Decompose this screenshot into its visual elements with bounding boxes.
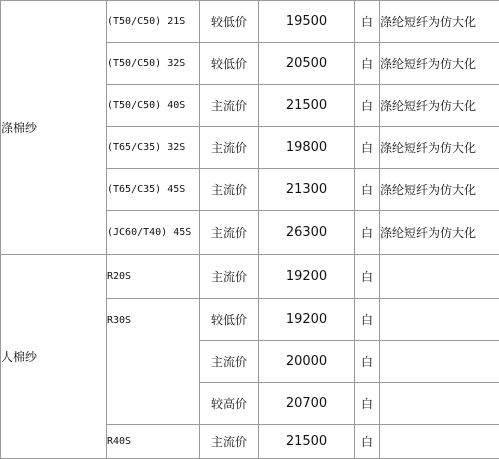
spec-cell: (T50/C50) 40S (107, 85, 200, 127)
category-cell: 人棉纱 (1, 255, 107, 459)
note-cell (380, 299, 499, 341)
color-cell: 白 (355, 299, 380, 341)
color-cell: 白 (355, 425, 380, 459)
price-level-cell: 较低价 (200, 299, 259, 341)
spec-cell: R30S (107, 299, 200, 425)
price-cell: 19500 (259, 1, 355, 43)
spec-cell: (T65/C35) 32S (107, 127, 200, 169)
color-cell: 白 (355, 85, 380, 127)
price-level-cell: 主流价 (200, 211, 259, 255)
note-cell (380, 383, 499, 425)
spec-cell: (JC60/T40) 45S (107, 211, 200, 255)
note-cell (380, 255, 499, 299)
price-cell: 20700 (259, 383, 355, 425)
table-row (1, 255, 499, 299)
price-cell: 20000 (259, 341, 355, 383)
note-cell: 涤纶短纤为仿大化 (380, 169, 499, 211)
price-level-cell: 主流价 (200, 425, 259, 459)
price-cell: 26300 (259, 211, 355, 255)
spec-cell: R20S (107, 255, 200, 299)
price-level-cell: 较低价 (200, 1, 259, 43)
table-row (1, 1, 499, 43)
color-cell: 白 (355, 211, 380, 255)
note-cell: 涤纶短纤为仿大化 (380, 85, 499, 127)
note-cell (380, 341, 499, 383)
price-cell: 19200 (259, 255, 355, 299)
spec-cell: (T50/C50) 21S (107, 1, 200, 43)
price-cell: 21500 (259, 425, 355, 459)
price-level-cell: 主流价 (200, 169, 259, 211)
category-cell: 涤棉纱 (1, 1, 107, 255)
price-level-cell: 主流价 (200, 127, 259, 169)
color-cell: 白 (355, 383, 380, 425)
price-level-cell: 主流价 (200, 85, 259, 127)
price-cell: 21500 (259, 85, 355, 127)
price-cell: 20500 (259, 43, 355, 85)
color-cell: 白 (355, 341, 380, 383)
color-cell: 白 (355, 255, 380, 299)
note-cell: 涤纶短纤为仿大化 (380, 127, 499, 169)
spec-cell: (T50/C50) 32S (107, 43, 200, 85)
color-cell: 白 (355, 43, 380, 85)
note-cell: 涤纶短纤为仿大化 (380, 1, 499, 43)
spec-cell: R40S (107, 425, 200, 459)
note-cell (380, 425, 499, 459)
color-cell: 白 (355, 127, 380, 169)
price-level-cell: 较低价 (200, 43, 259, 85)
price-cell: 19800 (259, 127, 355, 169)
price-level-cell: 主流价 (200, 255, 259, 299)
spec-cell: (T65/C35) 45S (107, 169, 200, 211)
note-cell: 涤纶短纤为仿大化 (380, 211, 499, 255)
price-level-cell: 较高价 (200, 383, 259, 425)
price-cell: 19200 (259, 299, 355, 341)
price-cell: 21300 (259, 169, 355, 211)
note-cell: 涤纶短纤为仿大化 (380, 43, 499, 85)
color-cell: 白 (355, 169, 380, 211)
color-cell: 白 (355, 1, 380, 43)
price-level-cell: 主流价 (200, 341, 259, 383)
